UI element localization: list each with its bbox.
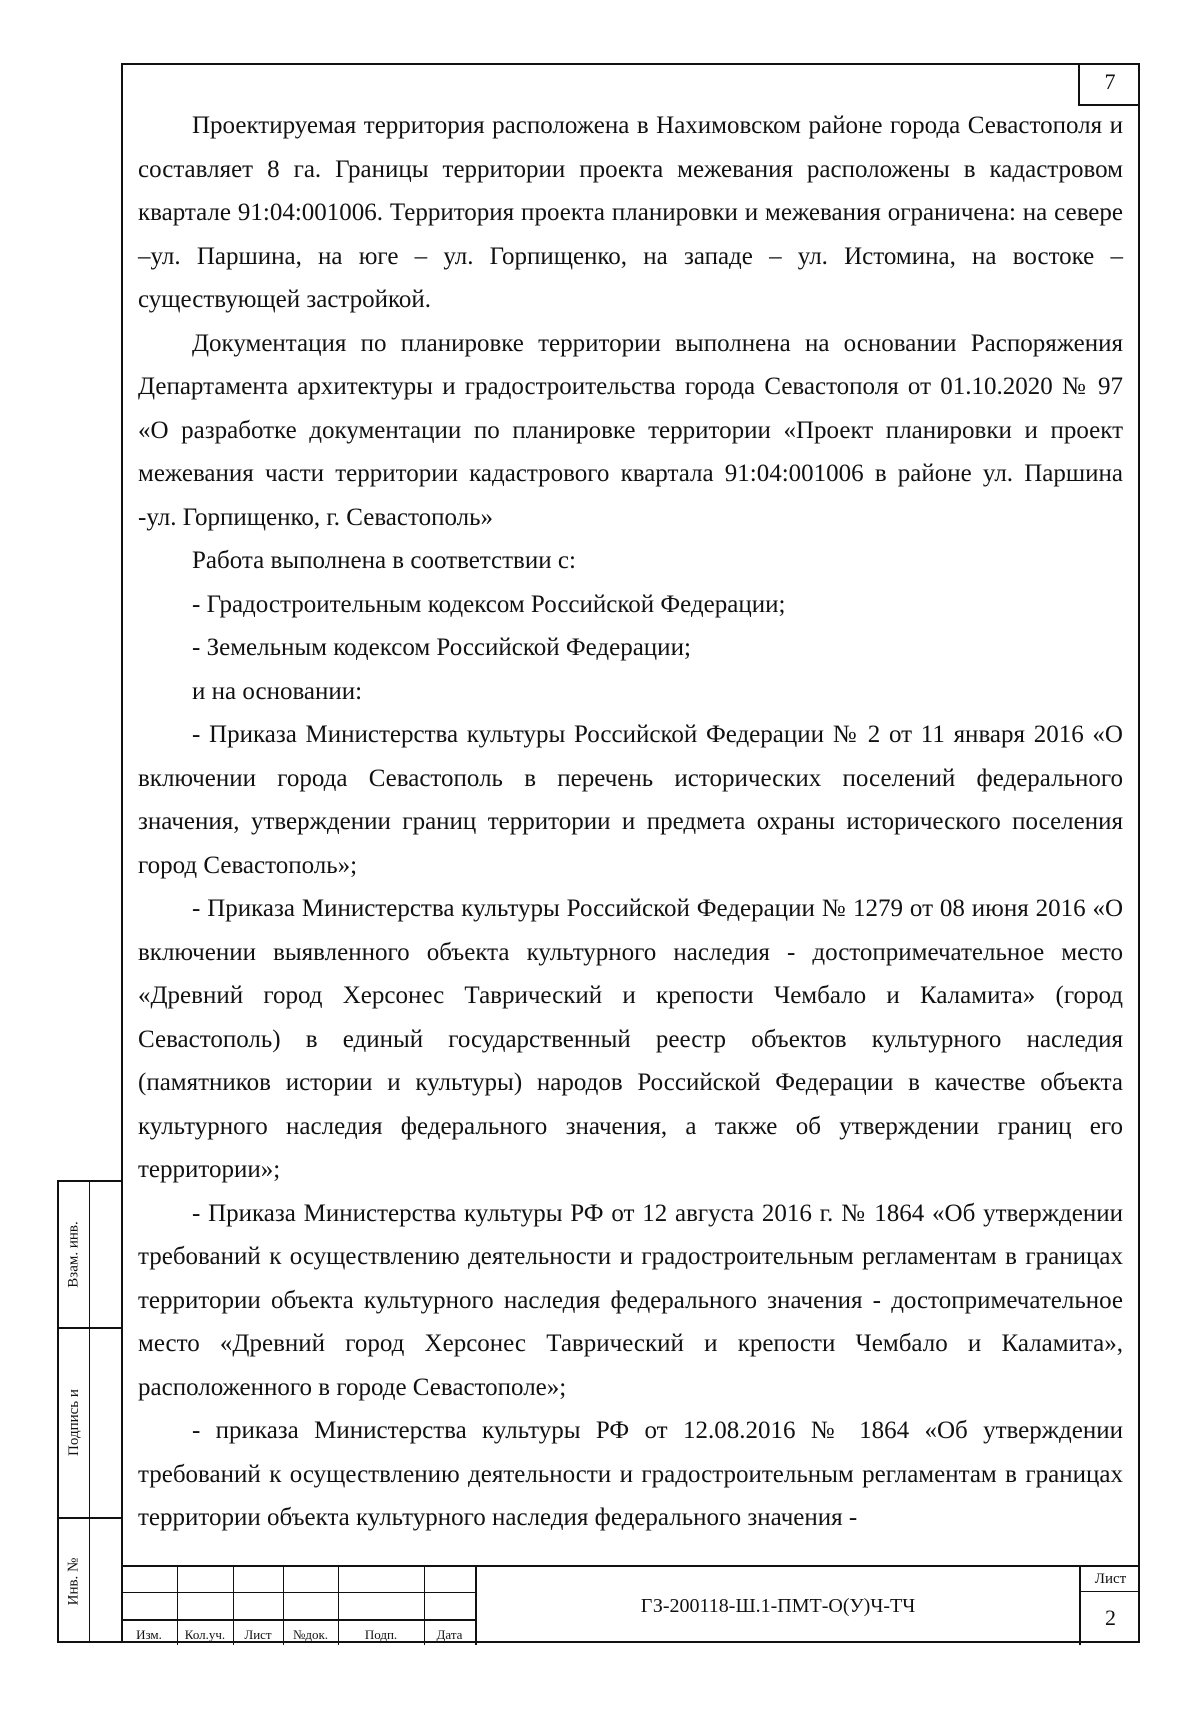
inv-no-label: Инв. № xyxy=(65,1557,82,1605)
page-number: 7 xyxy=(1078,63,1140,106)
document-code: ГЗ-200118-Ш.1-ПМТ-О(У)Ч-ТЧ xyxy=(475,1567,1079,1645)
paragraph-8: - Приказа Министерства культуры Российской Федерации № 1279 от 08 июня 2016 «О включении выявленного объекта культурного наследия - достопримечательное место «Древний город Херсонес Таврический и крепости Чембало и Каламита» (город Севастополь) в единый государственный реестр объектов культурного наследия (памятников истории и культуры) народов Российской Федерации в качестве объекта культурного наследия федерального значения, а также об утверждении границ его территории»; xyxy=(138,895,1123,1183)
document-body xyxy=(138,104,1123,1540)
tb-col-list: Лист xyxy=(244,1627,272,1642)
tb-col-data: Дата xyxy=(436,1627,463,1642)
paragraph-2: Документация по планировке территории выполнена на основании Распоряжения Департамента архитектуры и градостроительства города Севастополя от 01.10.2020 № 97 «О разработке документации по планировке территории «Проект планировки и проект межевания части территории кадастрового квартала 91:04:001006 в районе ул. Паршина -ул. Горпищенко, г. Севастополь» xyxy=(138,329,1123,531)
paragraph-6: и на основании: xyxy=(192,677,363,705)
sheet-number: 2 xyxy=(1105,1605,1116,1630)
sheet-cell xyxy=(1079,1567,1140,1645)
tb-col-koluch: Кол.уч. xyxy=(184,1627,226,1642)
paragraph-3: Работа выполнена в соответствии с: xyxy=(192,547,576,574)
tb-col-ndok: №док. xyxy=(292,1627,329,1642)
paragraph-10: - приказа Министерства культуры РФ от 12.08.2016 № 1864 «Об утверждении требований к осуществлению деятельности и градостроительным регламентам в границах территории объекта культурного наследия федерального значения - xyxy=(138,1417,1123,1531)
side-stamp-divider xyxy=(89,1182,90,1641)
vzam-inv-label: Взам. инв. xyxy=(65,1221,82,1288)
tb-row-line xyxy=(121,1592,475,1593)
side-stamp xyxy=(57,1180,121,1643)
paragraph-5: - Земельным кодексом Российской Федерации; xyxy=(192,634,691,661)
paragraph-4: - Градостроительным кодексом Российской Федерации; xyxy=(192,590,786,618)
title-block-grid xyxy=(121,1567,475,1645)
paragraph-7: - Приказа Министерства культуры Российской Федерации № 2 от 11 января 2016 «О включении города Севастополь в перечень исторических поселений федерального значения, утверждении границ территории и предмета охраны исторического поселения город Севастополь»; xyxy=(138,721,1123,879)
tb-col-izm: Изм. xyxy=(136,1627,162,1642)
podpis-label: Подпись и xyxy=(65,1388,82,1456)
tb-col-podp: Подп. xyxy=(364,1627,398,1642)
paragraph-9: - Приказа Министерства культуры РФ от 12 августа 2016 г. № 1864 «Об утверждении требований к осуществлению деятельности и градостроительным регламентам в границах территории объекта культурного наследия федерального значения - достопримечательное место «Древний город Херсонес Таврический и крепости Чембало и Каламита», расположенного в городе Севастополе»; xyxy=(138,1199,1123,1401)
tb-row-line xyxy=(121,1619,475,1621)
title-block xyxy=(121,1565,1140,1643)
paragraph-1: Проектируемая территория расположена в Нахимовском районе города Севастополя и составляет 8 га. Границы территории проекта межевания расположены в кадастровом квартале 91:04:001006. Территория проекта планировки и межевания ограничена: на севере –ул. Паршина, на юге – ул. Горпищенко, на западе – ул. Истомина, на востоке – существующей застройкой. xyxy=(138,112,1123,313)
sheet-label: Лист xyxy=(1081,1567,1140,1592)
